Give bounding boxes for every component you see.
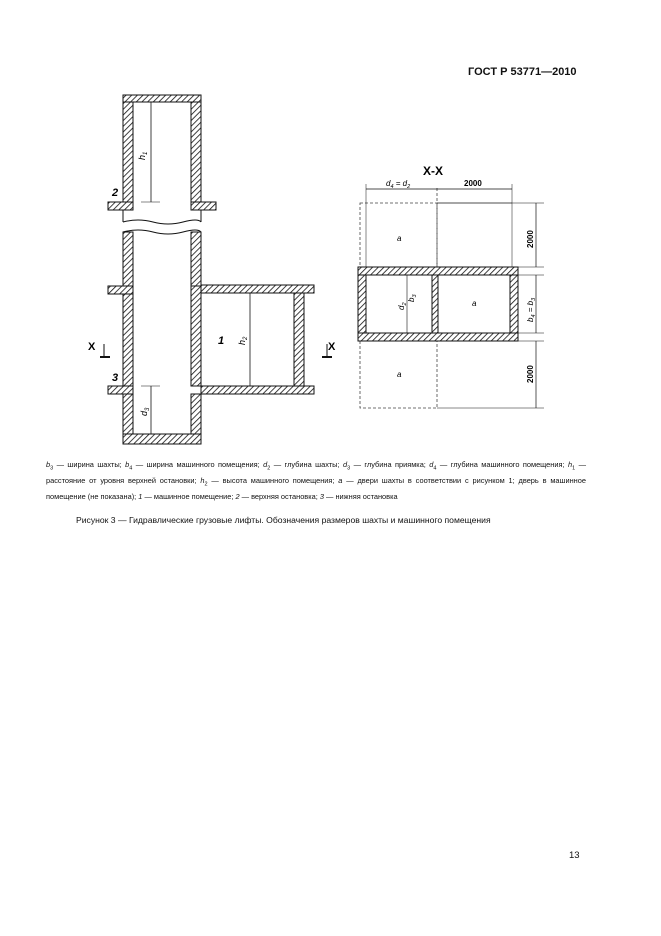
label-section-x-right: X: [328, 341, 336, 353]
label-door-machine: a: [472, 299, 477, 308]
label-d3: $d_3$: [139, 407, 151, 416]
figure-legend: $b_3$ — ширина шахты; $b_4$ — ширина машинного помещения; $d_2$ — глубина шахты; $d_3$ — глубина приямка; $d_4$ — глубина машинного помещения; $h_1$ — расстояние от уровня верхней остановки; $h_2$ — высота машинного помещения; a — двери шахты в соответствии с рисунком 1; дверь в машинное помещение (не показана); 1 — машинное помещение; 2 — верхняя остановка; 3 — нижняя остановка: [46, 460, 586, 501]
vertical-section: [88, 95, 336, 444]
label-dim-2000-right-bottom: 2000: [526, 365, 535, 383]
label-h2: $h_2$: [237, 336, 249, 345]
label-section-x-left: X: [88, 341, 96, 353]
label-b4-b3: $b_4 = b_3$: [526, 297, 537, 322]
label-h1: $h_1$: [137, 151, 149, 160]
label-d2: $d_2$: [397, 302, 408, 310]
label-upper-landing: 2: [112, 187, 119, 199]
page-number: 13: [569, 850, 580, 861]
label-b3: $b_3$: [407, 294, 418, 302]
plan-section: [358, 164, 544, 408]
label-machine-room: 1: [218, 335, 225, 347]
document-standard-number: ГОСТ Р 53771—2010: [468, 66, 577, 78]
label-dim-2000-top: 2000: [464, 179, 482, 188]
figure-caption: Рисунок 3 — Гидравлические грузовые лифты. Обозначения размеров шахты и машинного помещения: [76, 515, 491, 525]
label-door-lower: a: [397, 370, 402, 379]
label-lower-landing: 3: [112, 372, 119, 384]
label-d4-d2: $d_4 = d_2$: [386, 179, 411, 190]
label-door-upper: a: [397, 234, 402, 243]
label-dim-2000-right-top: 2000: [526, 230, 535, 248]
label-section-title: X-X: [423, 164, 444, 178]
